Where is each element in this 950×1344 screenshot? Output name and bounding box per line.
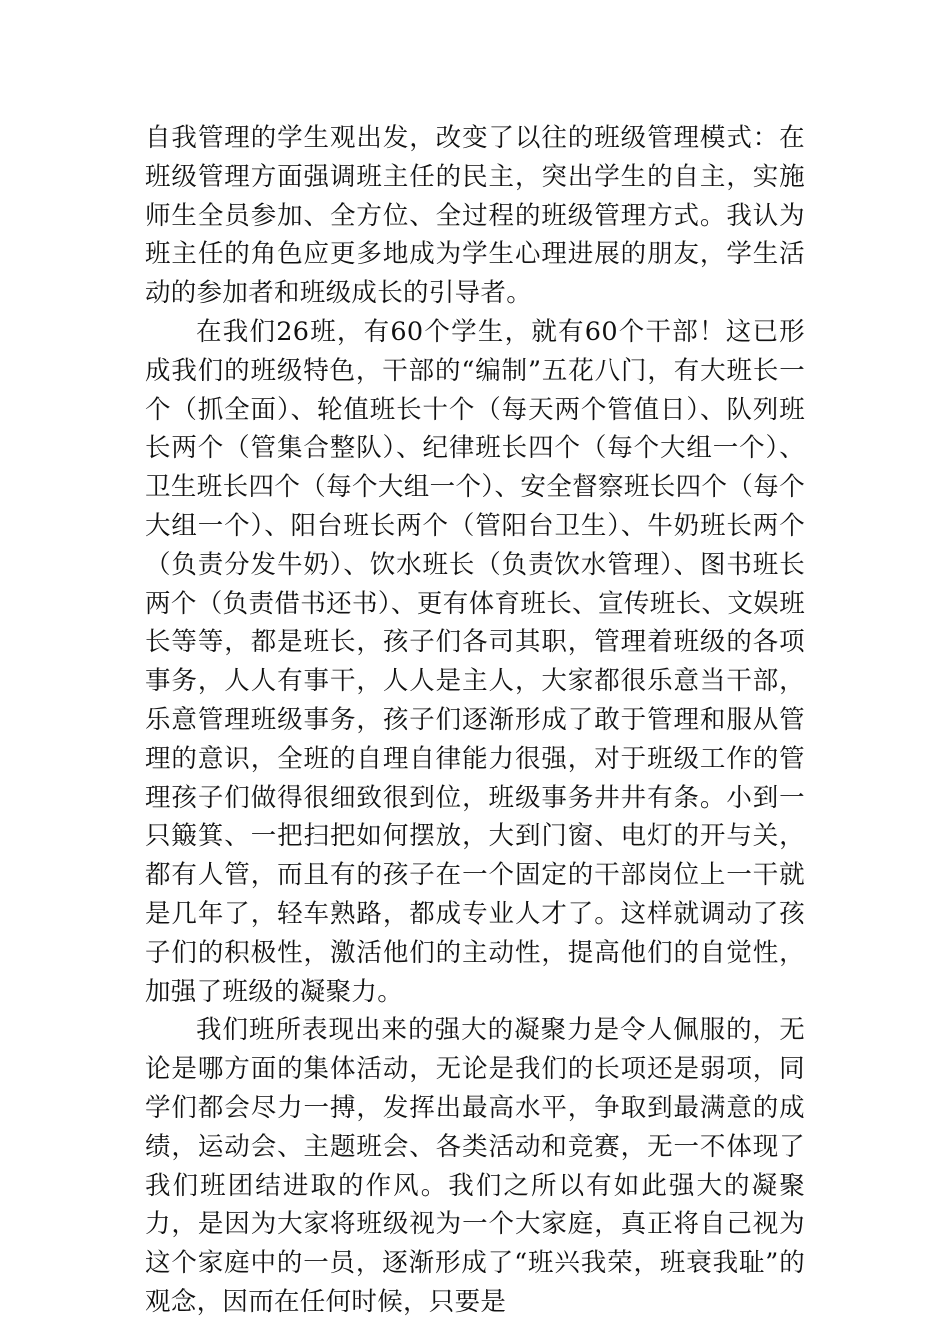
paragraph-2: 在我们26班，有60个学生，就有60个干部！这已形成我们的班级特色，干部的“编制”五花八门，有大班长一个（抓全面）、轮值班长十个（每天两个管值日）、队列班长两个（管集合整队）、纪律班长四个（每个大组一个）、卫生班长四个（每个大组一个）、安全督察班长四个（每个大组一个）、阳台班长两个（管阳台卫生）、牛奶班长两个（负责分发牛奶）、饮水班长（负责饮水管理）、图书班长两个（负责借书还书）、更有体育班长、宣传班长、文娱班长等等，都是班长，孩子们各司其职，管理着班级的各项事务，人人有事干，人人是主人，大家都很乐意当干部，乐意管理班级事务，孩子们逐渐形成了敢于管理和服从管理的意识，全班的自理自律能力很强，对于班级工作的管理孩子们做得很细致很到位，班级事务井井有条。小到一只簸箕、一把扫把如何摆放，大到门窗、电灯的开与关，都有人管，而且有的孩子在一个固定的干部岗位上一干就是几年了，轻车熟路，都成专业人才了。这样就调动了孩子们的积极性，激活他们的主动性，提高他们的自觉性，加强了班级的凝聚力。 xyxy=(145,316,805,1007)
paragraph-3: 我们班所表现出来的强大的凝聚力是令人佩服的，无论是哪方面的集体活动，无论是我们的长项还是弱项，同学们都会尽力一搏，发挥出最高水平，争取到最满意的成绩，运动会、主题班会、各类活动和竞赛，无一不体现了我们班团结进取的作风。我们之所以有如此强大的凝聚力，是因为大家将班级视为一个大家庭，真正将自己视为这个家庭中的一员，逐渐形成了“班兴我荣，班衰我耻”的观念，因而在任何时候，只要是 xyxy=(145,1015,805,1317)
body-text xyxy=(145,119,805,1322)
paragraph-1: 自我管理的学生观出发，改变了以往的班级管理模式：在班级管理方面强调班主任的民主，突出学生的自主，实施师生全员参加、全方位、全过程的班级管理方式。我认为班主任的角色应更多地成为学生心理进展的朋友，学生活动的参加者和班级成长的引导者。 xyxy=(145,123,805,309)
